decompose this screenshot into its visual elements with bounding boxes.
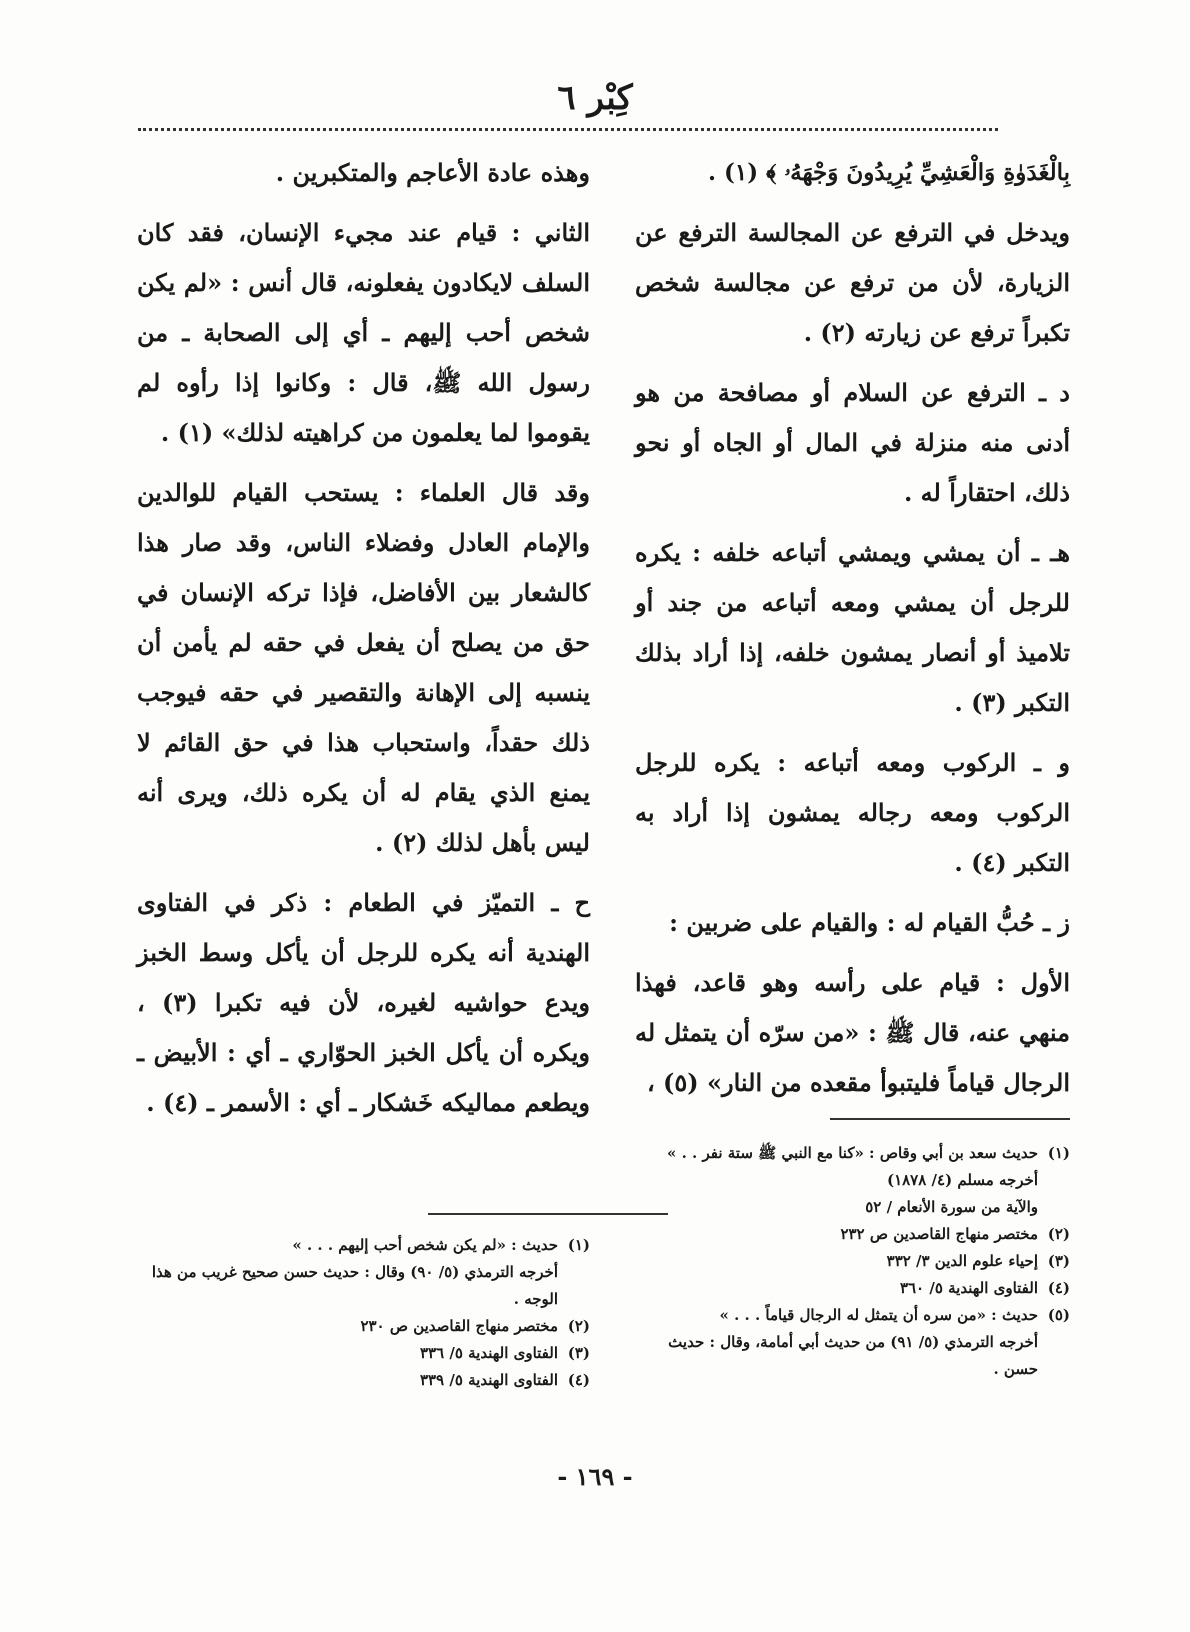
- footnote: [137, 1340, 590, 1367]
- paragraph: الثاني : قيام عند مجيء الإنسان، فقد كان السلف لايكادون يفعلونه، قال أنس : «لم يكن شخص أحب إليهم ـ أي إلى الصحابة ـ من رسول الله ﷺ، قال : وكانوا إذا رأوه لم يقوموا لما يعلمون من كراهيته لذلك» (١) .: [137, 218, 590, 447]
- footnote-number: (٣): [567, 1344, 590, 1362]
- footnote-number: (٥): [1047, 1306, 1070, 1324]
- footnote-text: حديث : «من سره أن يتمثل له الرجال قياماً . . . »: [719, 1306, 1038, 1324]
- footnote-continuation: أخرجه مسلم (٤/ ١٨٧٨): [886, 1171, 1038, 1189]
- footnote-number: (٢): [567, 1317, 590, 1335]
- footnote-text: مختصر منهاج القاصدين ص ٢٣٠: [360, 1317, 558, 1335]
- footnote: [137, 1232, 590, 1259]
- left-footnotes: [137, 1232, 590, 1394]
- paragraph: د ـ الترفع عن السلام أو مصافحة من هو أدنى منه منزلة في المال أو الجاه أو نحو ذلك، احتقاراً له .: [635, 378, 1070, 507]
- running-header: كِبْر ٦: [557, 78, 633, 118]
- footnote-text: حديث : «لم يكن شخص أحب إليهم . . . »: [292, 1236, 558, 1254]
- left-column: [137, 148, 590, 1138]
- paragraph: و ـ الركوب ومعه أتباعه : يكره للرجل الركوب ومعه رجاله يمشون إذا أراد به التكبر (٤) .: [635, 748, 1070, 877]
- footnote-continuation: أخرجه الترمذي (٥/ ٩٠) وقال : حديث حسن صحيح غريب من هذا الوجه .: [151, 1263, 558, 1308]
- footnote: [630, 1302, 1070, 1329]
- footnote-continuation: والآية من سورة الأنعام / ٥٢: [865, 1198, 1038, 1216]
- footnote-continuation: أخرجه الترمذي (٥/ ٩١) من حديث أبي أمامة، وقال : حديث حسن .: [668, 1333, 1038, 1378]
- footnote-text: الفتاوى الهندية ٥/ ٣٦٠: [899, 1279, 1038, 1297]
- footnote: [137, 1313, 590, 1340]
- footnote: [630, 1275, 1070, 1302]
- right-footnotes: [630, 1140, 1070, 1383]
- footnote-number: (٢): [1047, 1225, 1070, 1243]
- footnote-number: (٤): [1047, 1279, 1070, 1297]
- footnote: [630, 1140, 1070, 1167]
- footnote-rule: [830, 1118, 1070, 1120]
- page-number: - ١٦٩ -: [557, 1462, 633, 1491]
- paragraph: بِالْغَدَوٰةِ وَالْعَشِيِّ يُرِيدُونَ وَجْهَهُۥ ﴾ (١) .: [708, 159, 1070, 186]
- right-column: [635, 148, 1070, 1118]
- paragraph: وقد قال العلماء : يستحب القيام للوالدين والإمام العادل وفضلاء الناس، وقد صار هذا كالشعار بين الأفاضل، فإذا تركه الإنسان في حق من يصلح أن يفعل في حقه لم يأمن أن ينسبه إلى الإهانة والتقصير في حقه فيوجب ذلك حقداً، واستحباب هذا في حق القائم لا يمنع الذي يقام له أن يكره ذلك، ويرى أنه ليس بأهل لذلك (٢) .: [137, 478, 590, 857]
- paragraph: ح ـ التميّز في الطعام : ذكر في الفتاوى الهندية أنه يكره للرجل أن يأكل وسط الخبز ويدع حواشيه لغيره، لأن فيه تكبرا (٣) ، ويكره أن يأكل الخبز الحوّاري ـ أي : الأبيض ـ ويطعم مماليكه خَشكار ـ أي : الأسمر ـ (٤) .: [137, 888, 590, 1117]
- footnote-text: الفتاوى الهندية ٥/ ٣٣٩: [419, 1371, 558, 1389]
- paragraph: الأول : قيام على رأسه وهو قاعد، فهذا منهي عنه، قال ﷺ : «من سرّه أن يتمثل له الرجال قياماً فليتبوأ مقعده من النار» (٥) ،: [635, 968, 1070, 1097]
- footnote-number: (١): [1047, 1144, 1070, 1162]
- footnote-text: إحياء علوم الدين ٣/ ٣٣٢: [886, 1252, 1038, 1270]
- footnote-text: حديث سعد بن أبي وقاص : «كنا مع النبي ﷺ ستة نفر . . »: [667, 1144, 1038, 1162]
- footnote-number: (٣): [1047, 1252, 1070, 1270]
- footnote-number: (١): [567, 1236, 590, 1254]
- paragraph: ويدخل في الترفع عن المجالسة الترفع عن الزيارة، لأن من ترفع عن مجالسة شخص تكبراً ترفع عن زيارته (٢) .: [635, 218, 1070, 347]
- header-dotted-rule: [138, 128, 998, 131]
- paragraph: هـ ـ أن يمشي ويمشي أتباعه خلفه : يكره للرجل أن يمشي ومعه أتباعه من جند أو تلاميذ أو أنصار يمشون خلفه، إذا أراد بذلك التكبر (٣) .: [635, 538, 1070, 717]
- footnote: [630, 1221, 1070, 1248]
- paragraph: وهذه عادة الأعاجم والمتكبرين .: [275, 158, 590, 187]
- footnote-text: الفتاوى الهندية ٥/ ٣٣٦: [419, 1344, 558, 1362]
- footnote: [137, 1367, 590, 1394]
- paragraph: ز ـ حُبُّ القيام له : والقيام على ضربين :: [669, 908, 1070, 937]
- footnote: [630, 1248, 1070, 1275]
- footnote-text: مختصر منهاج القاصدين ص ٢٣٢: [840, 1225, 1038, 1243]
- footnote-number: (٤): [567, 1371, 590, 1389]
